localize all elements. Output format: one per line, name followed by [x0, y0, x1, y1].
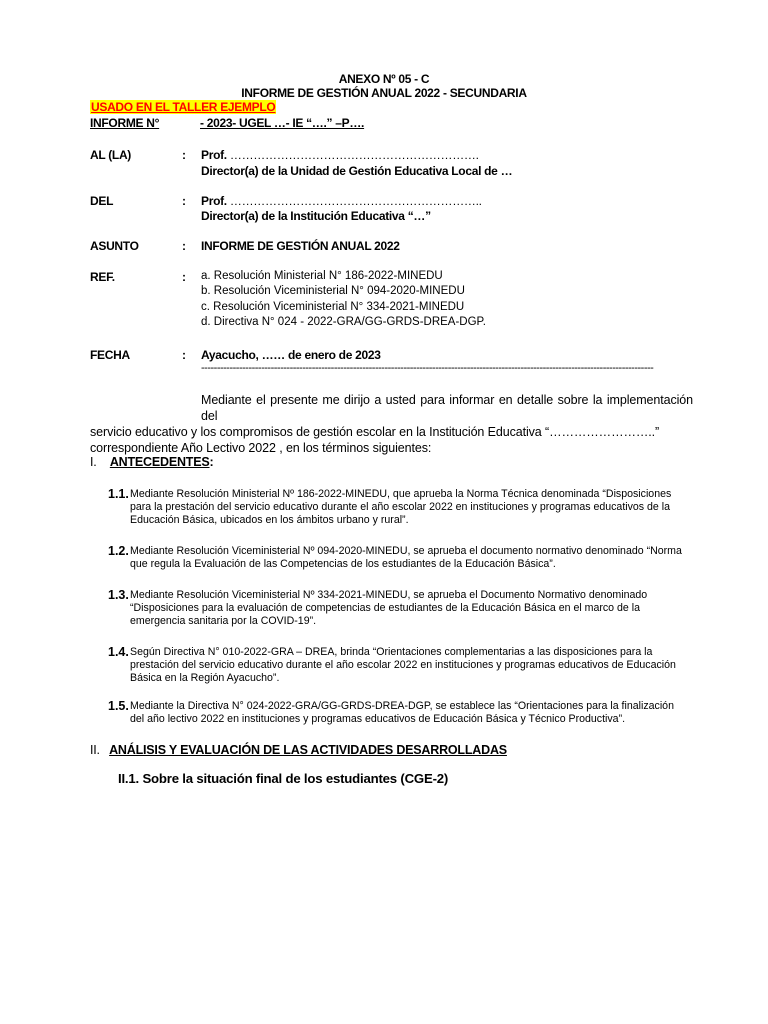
- item-number: 1.5.: [108, 699, 129, 713]
- item-line: que regula la Evaluación de las Competencias de los estudiantes de la Educación Básica”.: [130, 558, 556, 570]
- name-placeholder-dots: ……………………………………………………….: [229, 148, 479, 162]
- item-line: Mediante Resolución Viceministerial Nº 094-2020-MINEDU, se aprueba el documento normativo denominado “Norma: [130, 545, 682, 557]
- item-line: Mediante Resolución Ministerial Nº 186-2022-MINEDU, que aprueba la Norma Técnica denominada “Disposiciones: [130, 488, 672, 500]
- separator-line: -----------------------------------------------------------------------------------------------------------------------------------------------: [201, 362, 654, 374]
- field-label-ref: REF.: [90, 270, 115, 284]
- field-colon-fecha: :: [182, 348, 186, 362]
- item-line: del año lectivo 2022 en instituciones y programas educativos de Educación Básica y Técnico Productiva”.: [130, 713, 626, 725]
- list-item: [108, 645, 693, 685]
- section-heading-analisis: [90, 743, 507, 757]
- field-role-del: Director(a) de la Institución Educativa “…”: [201, 209, 431, 223]
- field-colon-al: :: [182, 148, 186, 162]
- field-value-asunto: INFORME DE GESTIÓN ANUAL 2022: [201, 239, 400, 253]
- field-label-asunto: ASUNTO: [90, 239, 139, 253]
- ref-item: a. Resolución Ministerial N° 186-2022-MINEDU: [201, 270, 443, 282]
- report-number-label: INFORME N°: [90, 116, 160, 130]
- section-heading-antecedentes: [90, 455, 214, 469]
- item-number: 1.1.: [108, 487, 129, 501]
- field-value-fecha: Ayacucho, …… de enero de 2023: [201, 348, 381, 362]
- ref-item: b. Resolución Viceministerial N° 094-2020-MINEDU: [201, 285, 465, 297]
- field-colon-ref: :: [182, 270, 186, 284]
- field-value-al: [201, 148, 479, 162]
- list-item: [108, 588, 693, 628]
- field-label-fecha: FECHA: [90, 348, 130, 362]
- list-item: [108, 544, 693, 571]
- item-number: 1.2.: [108, 544, 129, 558]
- report-number-value: - 2023- UGEL …- IE “….” –P….: [200, 116, 365, 130]
- item-line: Según Directiva N° 010-2022-GRA – DREA, brinda “Orientaciones complementarias a las disposiciones para la: [130, 646, 653, 658]
- item-line: Mediante Resolución Viceministerial Nº 334-2021-MINEDU, se aprueba el Documento Normativo denominado: [130, 589, 648, 601]
- report-title: INFORME DE GESTIÓN ANUAL 2022 - SECUNDARIA: [241, 86, 527, 100]
- section-title-colon: :: [209, 455, 214, 469]
- section-title: ANÁLISIS Y EVALUACIÓN DE LAS ACTIVIDADES DESARROLLADAS: [109, 743, 507, 757]
- field-label-al: AL (LA): [90, 148, 132, 162]
- field-colon-del: :: [182, 194, 186, 208]
- field-label-del: DEL: [90, 194, 114, 208]
- highlight-note: [90, 100, 276, 114]
- list-item: [108, 699, 693, 726]
- intro-line: servicio educativo y los compromisos de gestión escolar en la Institución Educativa “……………………..”: [90, 425, 660, 439]
- ref-item: c. Resolución Viceministerial N° 334-2021-MINEDU: [201, 301, 465, 313]
- highlight-text: USADO EN EL TALLER EJEMPLO: [91, 100, 276, 114]
- item-number: 1.4.: [108, 645, 129, 659]
- field-value-del: [201, 194, 482, 208]
- item-line: emergencia sanitaria por la COVID-19”.: [130, 615, 317, 627]
- name-placeholder-dots: ………………………………………………………..: [229, 194, 482, 208]
- section-numeral: I.: [90, 455, 97, 469]
- section-numeral: II.: [90, 743, 100, 757]
- intro-line: Mediante el presente me dirijo a usted para informar en detalle sobre la implementación del: [201, 393, 693, 423]
- subsection-title: II.1. Sobre la situación final de los estudiantes (CGE-2): [118, 771, 449, 786]
- item-line: Básica en la Región Ayacucho”.: [130, 672, 280, 684]
- prof-label: Prof.: [201, 148, 227, 162]
- item-line: Mediante la Directiva N° 024-2022-GRA/GG-GRDS-DREA-DGP, se establece las “Orientaciones para la finalización: [130, 700, 674, 712]
- item-line: Educación Básica, ubicados en los ámbitos urbano y rural”.: [130, 514, 409, 526]
- intro-paragraph: [90, 392, 693, 456]
- prof-label: Prof.: [201, 194, 227, 208]
- ref-item: d. Directiva N° 024 - 2022-GRA/GG-GRDS-DREA-DGP.: [201, 316, 486, 328]
- annex-title: ANEXO Nº 05 - C: [338, 72, 430, 86]
- list-item: [108, 487, 693, 527]
- item-line: para la prestación del servicio educativo durante el año escolar 2022 en instituciones y programas educativos de la: [130, 501, 671, 513]
- section-title: ANTECEDENTES: [109, 455, 210, 469]
- intro-line: correspondiente Año Lectivo 2022 , en los términos siguientes:: [90, 441, 432, 455]
- item-line: prestación del servicio educativo durante el año escolar 2022 en instituciones y programas educativos de Educación: [130, 659, 676, 671]
- field-role-al: Director(a) de la Unidad de Gestión Educativa Local de …: [201, 164, 513, 178]
- field-colon-asunto: :: [182, 239, 186, 253]
- item-line: “Disposiciones para la evaluación de competencias de estudiantes de la Educación Básica en el marco de la: [130, 602, 640, 614]
- item-number: 1.3.: [108, 588, 129, 602]
